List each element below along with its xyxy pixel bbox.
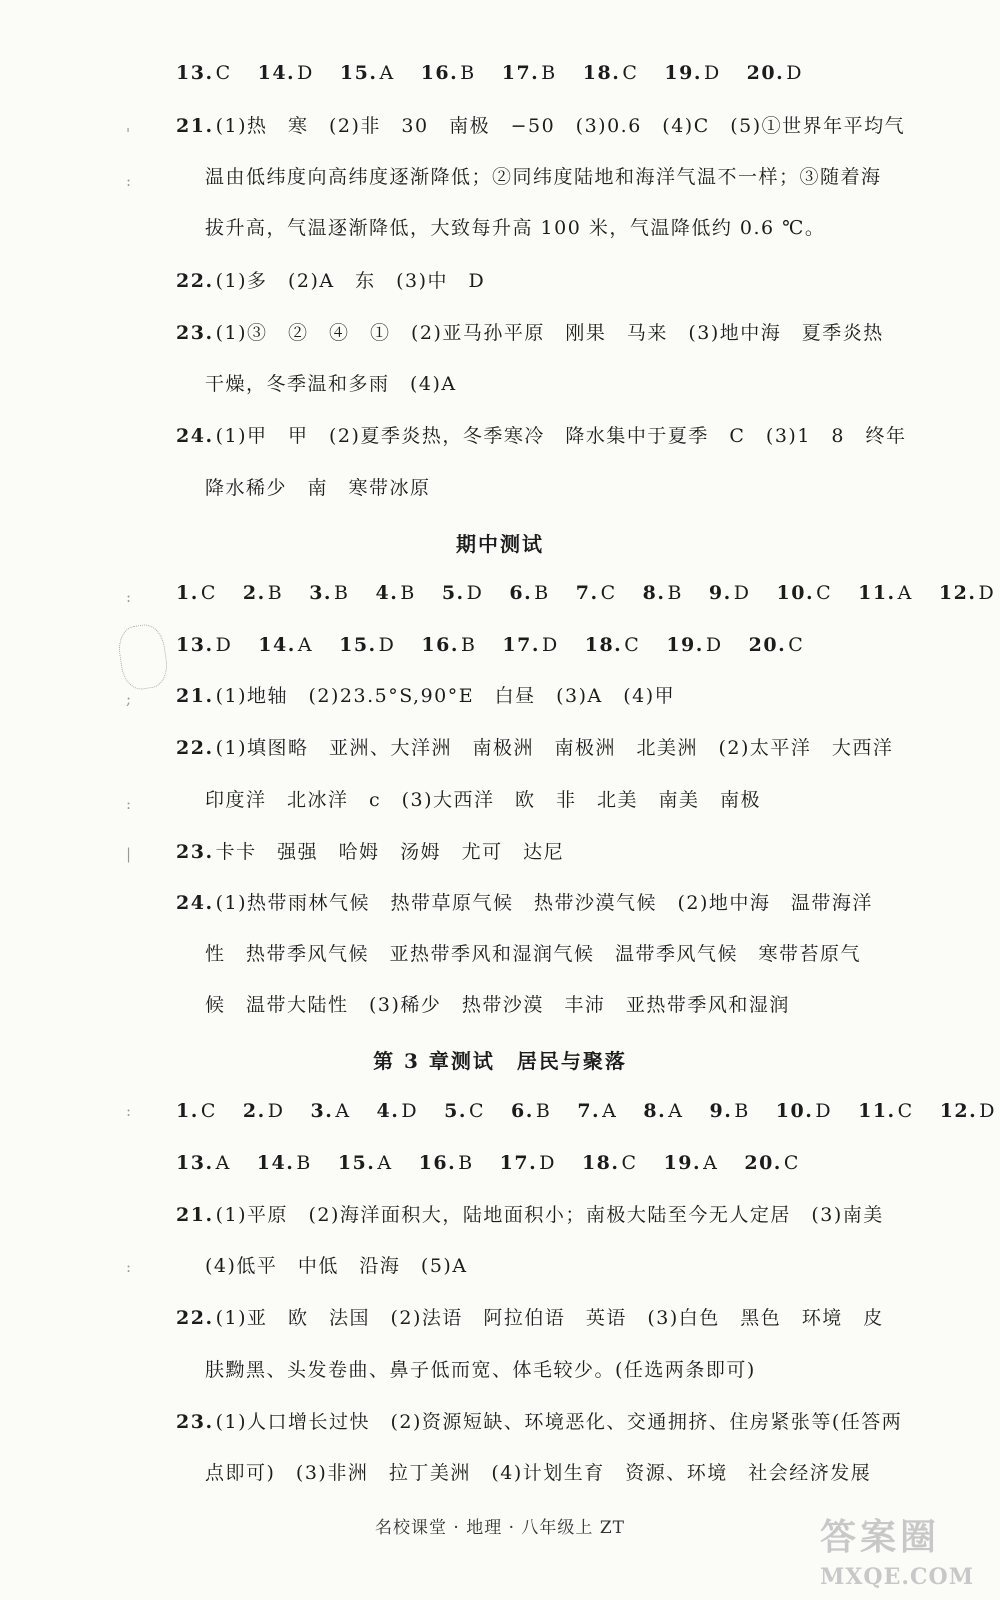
question-number: 14. <box>258 634 296 656</box>
question-number: 18. <box>581 1152 620 1174</box>
question-number: 14. <box>257 62 296 84</box>
midterm-question-21-line-1: 21. (1)地轴 (2)23.5°S,90°E 白昼 (3)A (4)甲 <box>176 685 676 707</box>
answer-choice: A <box>215 1152 231 1174</box>
question-number: 17. <box>501 62 540 84</box>
answer-choice: C <box>200 582 217 604</box>
question-number: 13. <box>176 634 214 656</box>
question-number: 5. <box>444 1100 467 1122</box>
answer-choice: B <box>734 1100 750 1122</box>
answer-choice: B <box>296 1152 312 1174</box>
answer-choice: D <box>705 634 723 656</box>
answer-choice: B <box>267 582 284 604</box>
chapter3-question-21-line-1: 21. (1)平原 (2)海洋面积大，陆地面积小；南极大陆至今无人定居 (3)南美 <box>176 1204 884 1226</box>
answer-choice: A <box>602 1100 618 1122</box>
question-number: 7. <box>575 582 599 604</box>
chapter3-question-23-line-2: 点即可) (3)非洲 拉丁美洲 (4)计划生育 资源、环境 社会经济发展 <box>205 1462 872 1484</box>
margin-mark: : <box>126 172 132 190</box>
question-number: 16. <box>418 1152 457 1174</box>
answer-choice: A <box>897 582 913 604</box>
question-number: 7. <box>577 1100 601 1122</box>
chapter3-question-22-line-1: 22. (1)亚 欧 法国 (2)法语 阿拉伯语 英语 (3)白色 黑色 环境 皮 <box>176 1307 884 1329</box>
answer-choice: B <box>541 62 557 84</box>
question-number: 1. <box>176 582 199 604</box>
answer-choice: C <box>897 1100 914 1122</box>
question-number: 19. <box>663 1152 702 1174</box>
answer-choice: D <box>378 634 396 656</box>
answer-choice: B <box>534 582 550 604</box>
question-24-line-2: 降水稀少 南 寒带冰原 <box>205 477 431 499</box>
section-heading-midterm: 期中测试 <box>456 532 544 556</box>
margin-mark: | <box>126 845 132 863</box>
answer-choice: D <box>733 582 751 604</box>
answer-choice: A <box>379 62 395 84</box>
answer-choice: A <box>377 1152 393 1174</box>
question-number: 11. <box>858 582 896 604</box>
margin-mark: : <box>126 1102 132 1120</box>
question-number: 14. <box>256 1152 295 1174</box>
answer-choice: B <box>458 1152 474 1174</box>
answer-choice: C <box>783 1152 800 1174</box>
question-number: 6. <box>509 582 533 604</box>
question-number: 20. <box>746 62 785 84</box>
answer-choice: A <box>297 634 314 656</box>
midterm-question-24-line-2: 性 热带季风气候 亚热带季风和湿润气候 温带季风气候 寒带苔原气 <box>205 943 862 965</box>
question-23-line-1: 23. (1)③ ② ④ ① (2)亚马孙平原 刚果 马来 (3)地中海 夏季炎热 <box>176 322 884 344</box>
question-number: 3. <box>309 582 333 604</box>
answer-choice: A <box>703 1152 719 1174</box>
question-number: 11. <box>858 1100 896 1122</box>
question-number: 5. <box>441 582 465 604</box>
answer-choice: C <box>215 62 232 84</box>
question-number: 12. <box>939 1100 978 1122</box>
question-number: 8. <box>642 582 666 604</box>
chapter3-question-22-line-2: 肤黝黑、头发卷曲、鼻子低而宽、体毛较少。(任选两条即可) <box>205 1359 756 1381</box>
question-number: 13. <box>176 1152 214 1174</box>
midterm-question-23-line-1: 23. 卡卡 强强 哈姆 汤姆 尤可 达尼 <box>176 841 565 863</box>
question-21-line-2: 温由低纬度向高纬度逐渐降低；②同纬度陆地和海洋气温不一样；③随着海 <box>205 166 882 188</box>
question-number: 1. <box>176 1100 199 1122</box>
section-heading-chapter-3: 第 3 章测试 居民与聚落 <box>373 1049 627 1073</box>
question-number: 18. <box>582 62 621 84</box>
question-24-line-1: 24. (1)甲 甲 (2)夏季炎热，冬季寒冷 降水集中于夏季 C (3)1 8 终年 <box>176 425 907 447</box>
margin-mark: ; <box>126 690 132 708</box>
answer-choice: D <box>466 582 484 604</box>
watermark-logo <box>820 1509 990 1594</box>
question-number: 10. <box>775 1100 814 1122</box>
question-number: 17. <box>499 1152 538 1174</box>
answer-row <box>176 60 829 86</box>
question-21-line-3: 拔升高，气温逐渐降低，大致每升高 100 米，气温降低约 0.6 ℃。 <box>205 217 826 239</box>
answer-choice: C <box>624 634 641 656</box>
answer-choice: C <box>788 634 805 656</box>
question-number: 2. <box>242 582 266 604</box>
answer-row <box>176 632 830 658</box>
answer-row <box>176 580 1000 606</box>
answer-choice: C <box>600 582 617 604</box>
question-number: 12. <box>938 582 977 604</box>
answer-choice: D <box>786 62 803 84</box>
answer-choice: B <box>400 582 416 604</box>
midterm-question-24-line-1: 24. (1)热带雨林气候 热带草原气候 热带沙漠气候 (2)地中海 温带海洋 <box>176 892 873 914</box>
answer-choice: D <box>703 62 721 84</box>
answer-choice: B <box>667 582 683 604</box>
answer-choice: C <box>622 62 639 84</box>
chapter3-question-23-line-1: 23. (1)人口增长过快 (2)资源短缺、环境恶化、交通拥挤、住房紧张等(任答两 <box>176 1411 903 1433</box>
chapter3-question-21-line-2: (4)低平 中低 沿海 (5)A <box>205 1255 468 1277</box>
answer-choice: B <box>460 62 476 84</box>
answer-choice: C <box>468 1100 486 1122</box>
answer-choice: D <box>815 1100 833 1122</box>
answer-choice: D <box>978 582 996 604</box>
answer-choice: D <box>267 1100 285 1122</box>
answer-choice: C <box>621 1152 638 1174</box>
question-number: 15. <box>337 1152 376 1174</box>
question-number: 9. <box>709 1100 733 1122</box>
question-number: 6. <box>511 1100 534 1122</box>
margin-mark: ' <box>126 125 131 143</box>
margin-mark: : <box>126 588 132 606</box>
question-22-line-1: 22. (1)多 (2)A 东 (3)中 D <box>176 270 486 292</box>
answer-row <box>176 1098 1000 1124</box>
question-number: 4. <box>376 1100 400 1122</box>
question-number: 19. <box>664 62 702 84</box>
question-number: 17. <box>502 634 540 656</box>
answer-choice: C <box>816 582 833 604</box>
question-number: 8. <box>643 1100 667 1122</box>
answer-choice: B <box>460 634 477 656</box>
answer-choice: D <box>541 634 559 656</box>
question-number: 20. <box>748 634 787 656</box>
question-number: 18. <box>584 634 623 656</box>
answer-choice: A <box>668 1100 684 1122</box>
question-number: 13. <box>176 62 214 84</box>
question-number: 2. <box>242 1100 266 1122</box>
question-23-line-2: 干燥，冬季温和多雨 (4)A <box>205 373 457 395</box>
midterm-question-22-line-1: 22. (1)填图略 亚洲、大洋洲 南极洲 南极洲 北美洲 (2)太平洋 大西洋 <box>176 737 894 759</box>
answer-choice: C <box>200 1100 217 1122</box>
answer-row <box>176 1150 826 1176</box>
question-number: 10. <box>776 582 815 604</box>
question-number: 15. <box>339 634 377 656</box>
question-number: 16. <box>420 62 459 84</box>
question-number: 16. <box>421 634 459 656</box>
midterm-question-22-line-2: 印度洋 北冰洋 c (3)大西洋 欧 非 北美 南美 南极 <box>205 789 762 811</box>
answer-choice: D <box>979 1100 996 1122</box>
answer-choice: D <box>297 62 314 84</box>
question-number: 9. <box>708 582 732 604</box>
question-number: 3. <box>310 1100 334 1122</box>
question-21-line-1: 21. (1)热 寒 (2)非 30 南极 −50 (3)0.6 (4)C (5)①世界年平均气 <box>176 115 906 137</box>
question-number: 20. <box>744 1152 782 1174</box>
answer-choice: D <box>401 1100 419 1122</box>
question-number: 19. <box>666 634 704 656</box>
midterm-question-24-line-3: 候 温带大陆性 (3)稀少 热带沙漠 丰沛 亚热带季风和湿润 <box>205 994 790 1016</box>
question-number: 4. <box>375 582 399 604</box>
watermark-top-text: 答案圈 <box>820 1516 941 1558</box>
margin-mark: : <box>126 1258 132 1276</box>
watermark-bottom-text: MXQE.COM <box>820 1564 975 1590</box>
answer-choice: B <box>535 1100 552 1122</box>
page-footer: 名校课堂 · 地理 · 八年级上 ZT <box>375 1518 625 1538</box>
answer-choice: D <box>215 634 233 656</box>
answer-choice: A <box>335 1100 351 1122</box>
answer-choice: B <box>334 582 350 604</box>
margin-mark: : <box>126 795 132 813</box>
answer-choice: D <box>539 1152 556 1174</box>
handwritten-stamp <box>116 622 170 692</box>
question-number: 15. <box>339 62 378 84</box>
